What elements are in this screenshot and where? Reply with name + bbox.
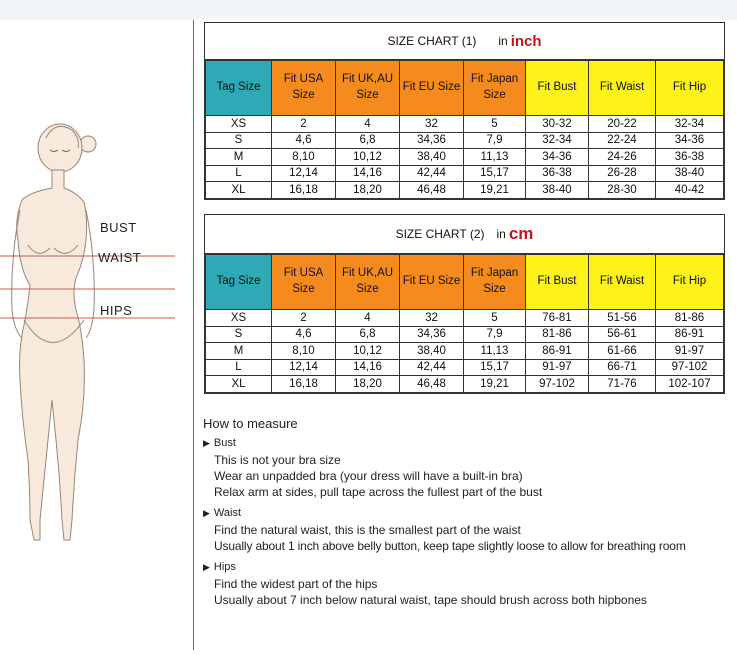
table-cell: S bbox=[206, 326, 272, 343]
instruction-line: Usually about 1 inch above belly button, keep tape slightly loose to allow for breathing room bbox=[214, 539, 686, 554]
header-cell: Fit Hip bbox=[656, 255, 724, 310]
table-cell: 81-86 bbox=[526, 326, 589, 343]
table-cell: 26-28 bbox=[589, 165, 656, 182]
table-cell: 2 bbox=[272, 116, 336, 133]
table-cell: 32 bbox=[400, 116, 464, 133]
chart-title-text: SIZE CHART (2) bbox=[395, 227, 485, 241]
table-row bbox=[206, 326, 724, 343]
table-cell: 12,14 bbox=[272, 359, 336, 376]
bust-label: BUST bbox=[100, 220, 137, 235]
waist-label: WAIST bbox=[98, 250, 142, 265]
table-cell: 6,8 bbox=[336, 326, 400, 343]
table-cell: 2 bbox=[272, 310, 336, 327]
table-cell: 34-36 bbox=[526, 149, 589, 166]
header-cell: Fit Bust bbox=[526, 255, 589, 310]
table-cell: 34,36 bbox=[400, 132, 464, 149]
how-to-heading: How to measure bbox=[203, 416, 298, 431]
triangle-bullet-icon: ▶ bbox=[203, 438, 210, 449]
table-row bbox=[206, 132, 724, 149]
table-row bbox=[206, 165, 724, 182]
table-cell: 51-56 bbox=[589, 310, 656, 327]
header-cell: Fit Waist bbox=[589, 255, 656, 310]
size-table bbox=[205, 254, 724, 393]
table-cell: 86-91 bbox=[526, 343, 589, 360]
top-band bbox=[0, 0, 737, 20]
hips-label: HIPS bbox=[100, 303, 133, 318]
table-cell: M bbox=[206, 149, 272, 166]
section-title-text: Waist bbox=[213, 507, 242, 520]
instruction-line: Wear an unpadded bra (your dress will have a built-in bra) bbox=[214, 468, 523, 483]
table-cell: 38,40 bbox=[400, 149, 464, 166]
chart-title-text: SIZE CHART (1) bbox=[387, 34, 477, 48]
size-chart-inch bbox=[204, 22, 725, 200]
figure-panel bbox=[0, 20, 194, 650]
chart-title bbox=[205, 215, 724, 254]
table-row bbox=[206, 149, 724, 166]
table-cell: XS bbox=[206, 116, 272, 133]
section-title-text: Bust bbox=[213, 437, 236, 450]
head-icon bbox=[38, 124, 82, 172]
table-row bbox=[206, 310, 724, 327]
table-row bbox=[206, 116, 724, 133]
size-chart-cm bbox=[204, 214, 725, 394]
table-cell: 4,6 bbox=[272, 132, 336, 149]
instruction-line: This is not your bra size bbox=[214, 452, 341, 467]
table-cell: 16,18 bbox=[272, 182, 336, 199]
table-cell: 91-97 bbox=[526, 359, 589, 376]
triangle-bullet-icon: ▶ bbox=[203, 508, 210, 519]
table-cell: 86-91 bbox=[656, 326, 724, 343]
table-cell: 28-30 bbox=[589, 182, 656, 199]
table-cell: 30-32 bbox=[526, 116, 589, 133]
table-cell: S bbox=[206, 132, 272, 149]
table-cell: 4 bbox=[336, 116, 400, 133]
table-cell: 5 bbox=[464, 310, 526, 327]
table-cell: 38-40 bbox=[526, 182, 589, 199]
triangle-bullet-icon: ▶ bbox=[203, 562, 210, 573]
header-cell: Fit USA Size bbox=[272, 255, 336, 310]
table-cell: L bbox=[206, 165, 272, 182]
header-cell: Tag Size bbox=[206, 255, 272, 310]
header-row bbox=[206, 255, 724, 310]
header-cell: Fit UK,AU Size bbox=[336, 61, 400, 116]
table-cell: M bbox=[206, 343, 272, 360]
header-cell: Fit EU Size bbox=[400, 61, 464, 116]
table-cell: 34,36 bbox=[400, 326, 464, 343]
chart-unit-prefix: in bbox=[496, 227, 506, 241]
table-cell: 7,9 bbox=[464, 326, 526, 343]
table-cell: 91-97 bbox=[656, 343, 724, 360]
table-cell: 40-42 bbox=[656, 182, 724, 199]
table-cell: 20-22 bbox=[589, 116, 656, 133]
body-silhouette-illustration bbox=[0, 20, 193, 650]
instruction-line: Relax arm at sides, pull tape across the fullest part of the bust bbox=[214, 485, 543, 500]
chart-title bbox=[205, 23, 724, 60]
table-cell: 18,20 bbox=[336, 182, 400, 199]
table-cell: 81-86 bbox=[656, 310, 724, 327]
table-cell: 12,14 bbox=[272, 165, 336, 182]
table-cell: 32 bbox=[400, 310, 464, 327]
table-cell: 56-61 bbox=[589, 326, 656, 343]
header-cell: Fit USA Size bbox=[272, 61, 336, 116]
header-cell: Fit Bust bbox=[526, 61, 589, 116]
header-cell: Fit Waist bbox=[589, 61, 656, 116]
instruction-line: Find the widest part of the hips bbox=[214, 576, 378, 591]
table-cell: 102-107 bbox=[656, 376, 724, 393]
table-cell: 15,17 bbox=[464, 165, 526, 182]
table-cell: 16,18 bbox=[272, 376, 336, 393]
waist-section-title bbox=[203, 505, 737, 521]
bust-section-title bbox=[203, 435, 737, 451]
header-cell: Tag Size bbox=[206, 61, 272, 116]
table-cell: 4 bbox=[336, 310, 400, 327]
how-to-measure bbox=[203, 416, 737, 608]
table-cell: 6,8 bbox=[336, 132, 400, 149]
table-cell: 18,20 bbox=[336, 376, 400, 393]
header-cell: Fit UK,AU Size bbox=[336, 255, 400, 310]
table-cell: 7,9 bbox=[464, 132, 526, 149]
table-cell: 11,13 bbox=[464, 149, 526, 166]
table-cell: 19,21 bbox=[464, 182, 526, 199]
header-cell: Fit Hip bbox=[656, 61, 724, 116]
section-title-text: Hips bbox=[213, 561, 236, 574]
table-cell: 15,17 bbox=[464, 359, 526, 376]
hips-section-title bbox=[203, 559, 737, 575]
size-table bbox=[205, 60, 724, 199]
table-cell: XS bbox=[206, 310, 272, 327]
table-cell: 14,16 bbox=[336, 165, 400, 182]
chart-unit-prefix: in bbox=[498, 34, 508, 48]
table-row bbox=[206, 182, 724, 199]
table-cell: 71-76 bbox=[589, 376, 656, 393]
table-cell: 36-38 bbox=[526, 165, 589, 182]
table-cell: 61-66 bbox=[589, 343, 656, 360]
chart-unit: cm bbox=[508, 224, 534, 243]
table-cell: 8,10 bbox=[272, 343, 336, 360]
table-cell: 14,16 bbox=[336, 359, 400, 376]
table-cell: 11,13 bbox=[464, 343, 526, 360]
table-cell: 46,48 bbox=[400, 376, 464, 393]
chart-unit: inch bbox=[510, 32, 542, 50]
instruction-line: Usually about 7 inch below natural waist, tape should brush across both hipbones bbox=[214, 592, 647, 607]
table-cell: 42,44 bbox=[400, 165, 464, 182]
table-cell: 97-102 bbox=[526, 376, 589, 393]
table-cell: 76-81 bbox=[526, 310, 589, 327]
table-cell: 42,44 bbox=[400, 359, 464, 376]
header-cell: Fit Japan Size bbox=[464, 255, 526, 310]
instruction-line: Find the natural waist, this is the smallest part of the waist bbox=[214, 522, 521, 537]
table-cell: 46,48 bbox=[400, 182, 464, 199]
table-cell: 10,12 bbox=[336, 149, 400, 166]
table-cell: XL bbox=[206, 376, 272, 393]
table-cell: 4,6 bbox=[272, 326, 336, 343]
table-row bbox=[206, 376, 724, 393]
table-cell: 24-26 bbox=[589, 149, 656, 166]
table-cell: 34-36 bbox=[656, 132, 724, 149]
table-cell: XL bbox=[206, 182, 272, 199]
table-cell: 19,21 bbox=[464, 376, 526, 393]
table-cell: 66-71 bbox=[589, 359, 656, 376]
table-cell: L bbox=[206, 359, 272, 376]
table-cell: 32-34 bbox=[656, 116, 724, 133]
body-outline bbox=[17, 170, 87, 540]
header-cell: Fit Japan Size bbox=[464, 61, 526, 116]
table-row bbox=[206, 359, 724, 376]
table-cell: 10,12 bbox=[336, 343, 400, 360]
table-cell: 38,40 bbox=[400, 343, 464, 360]
table-cell: 32-34 bbox=[526, 132, 589, 149]
table-cell: 5 bbox=[464, 116, 526, 133]
header-cell: Fit EU Size bbox=[400, 255, 464, 310]
table-cell: 36-38 bbox=[656, 149, 724, 166]
table-row bbox=[206, 343, 724, 360]
table-cell: 8,10 bbox=[272, 149, 336, 166]
table-cell: 22-24 bbox=[589, 132, 656, 149]
table-cell: 97-102 bbox=[656, 359, 724, 376]
header-row bbox=[206, 61, 724, 116]
table-cell: 38-40 bbox=[656, 165, 724, 182]
